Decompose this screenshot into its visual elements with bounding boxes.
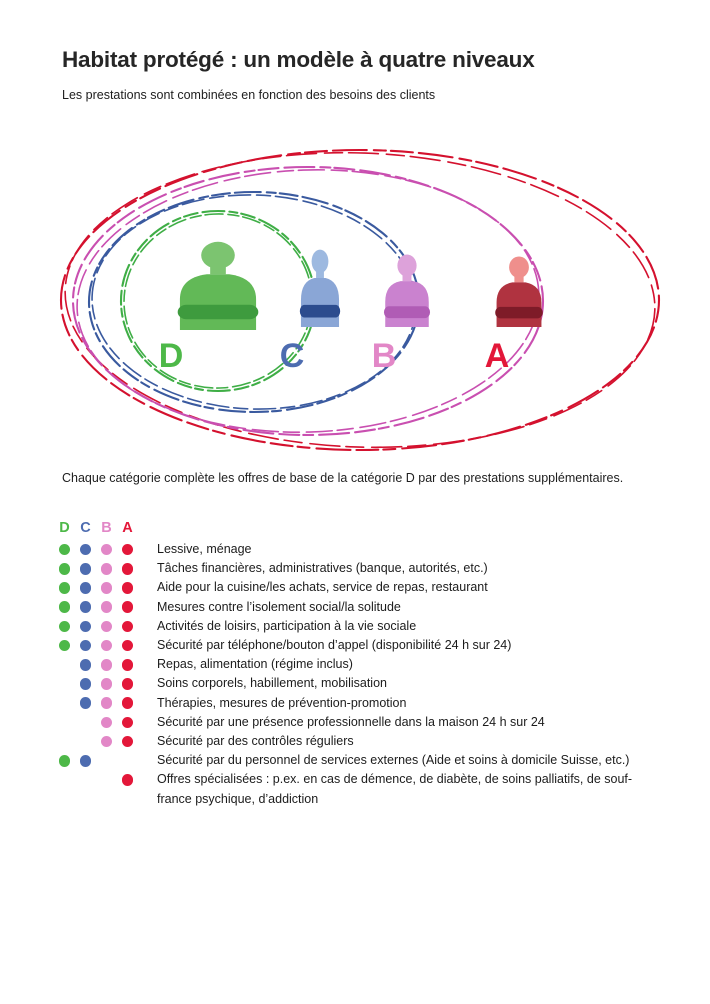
legend-text-line: Lessive, ménage — [157, 542, 252, 556]
portrait-crossed-arms — [300, 305, 340, 318]
portrait-crossed-arms — [384, 306, 430, 318]
level-dot-a — [122, 544, 134, 556]
level-dot-a — [122, 582, 134, 594]
level-dot-b — [101, 678, 113, 690]
legend-row — [54, 598, 632, 617]
portrait-torso — [301, 278, 339, 327]
dot-cell-c — [75, 694, 96, 713]
dot-cell-c — [75, 636, 96, 655]
bridge-text: Chaque catégorie complète les offres de base de la catégorie D par des prestations supplémentaires. — [62, 471, 624, 485]
page-title: Habitat protégé : un modèle à quatre niveaux — [62, 47, 535, 72]
dot-cell-c — [75, 559, 96, 578]
person-d-photo — [178, 242, 259, 330]
level-dot-c — [80, 755, 92, 767]
level-dot-c — [80, 601, 92, 613]
legend-text-line: Aide pour la cuisine/les achats, service de repas, restaurant — [157, 580, 488, 595]
level-dot-a — [122, 678, 134, 690]
legend-text-line: Sécurité par des contrôles réguliers — [157, 734, 354, 749]
level-dot-b — [101, 640, 113, 652]
legend-text-line: Sécurité par du personnel de services externes (Aide et soins à domicile Suisse, etc.) — [157, 753, 630, 768]
legend-row — [54, 694, 632, 713]
diagram-letter-b: B — [371, 337, 397, 375]
dot-cell-d — [54, 559, 75, 578]
diagram-letter-d: D — [158, 337, 184, 375]
dot-cell-b — [96, 559, 117, 578]
levels-diagram-svg — [0, 148, 710, 456]
portrait-neck — [403, 274, 412, 281]
legend-row — [54, 770, 632, 808]
legend-row — [54, 578, 632, 597]
level-dot-d — [59, 601, 71, 613]
level-dot-a — [122, 601, 134, 613]
dot-cell-a — [117, 636, 138, 655]
dot-cell-empty — [54, 694, 75, 713]
level-dot-c — [80, 544, 92, 556]
level-dot-d — [59, 621, 71, 633]
four-level-diagram — [0, 148, 710, 456]
portrait-torso — [180, 274, 256, 330]
legend-row-text — [157, 674, 387, 693]
dot-cell-d — [54, 751, 75, 770]
legend-row-text — [157, 617, 416, 636]
dot-cell-c — [75, 617, 96, 636]
dot-cell-empty — [117, 751, 138, 770]
portrait-crossed-arms — [495, 307, 543, 319]
dot-cell-c — [75, 655, 96, 674]
level-dot-a — [122, 774, 134, 786]
legend-row — [54, 559, 632, 578]
legend-text-line: france psychique, d’addiction — [157, 791, 319, 806]
level-dot-a — [122, 640, 134, 652]
legend-row-text — [157, 559, 488, 578]
service-matrix — [54, 519, 632, 809]
level-dot-c — [80, 582, 92, 594]
level-dot-c — [80, 659, 92, 671]
dot-cell-b — [96, 540, 117, 559]
level-dot-d — [59, 640, 71, 652]
legend-row-text — [157, 655, 353, 674]
legend-column-letter-b: B — [101, 520, 112, 536]
dot-cell-a — [117, 732, 138, 751]
level-dot-b — [101, 563, 113, 575]
dot-cell-b — [96, 732, 117, 751]
level-dot-a — [122, 736, 134, 748]
portrait-torso — [385, 281, 429, 327]
dot-cell-empty — [75, 732, 96, 751]
legend-column-letter-a: A — [122, 520, 133, 536]
legend-row — [54, 540, 632, 559]
legend-row — [54, 674, 632, 693]
legend-row — [54, 713, 632, 732]
portrait-torso — [497, 282, 542, 327]
dot-cell-empty — [54, 674, 75, 693]
level-dot-b — [101, 601, 113, 613]
legend-row-text — [157, 598, 401, 617]
legend-row — [54, 617, 632, 636]
level-dot-b — [101, 736, 113, 748]
level-dot-c — [80, 678, 92, 690]
legend-text-line: Thérapies, mesures de prévention-promotion — [157, 695, 407, 710]
dot-cell-a — [117, 770, 138, 789]
legend-text-line: Sécurité par une présence professionnelle dans la maison 24 h sur 24 — [157, 714, 545, 729]
legend-text-line: Repas, alimentation (régime inclus) — [157, 657, 353, 672]
level-dot-a — [122, 717, 134, 729]
level-dot-d — [59, 582, 71, 594]
legend-row-text — [157, 732, 354, 751]
diagram-letter-c: C — [279, 337, 305, 375]
person-b-photo — [384, 254, 430, 327]
dot-cell-b — [96, 598, 117, 617]
dot-cell-b — [96, 674, 117, 693]
dot-cell-empty — [96, 751, 117, 770]
legend-row — [54, 636, 632, 655]
dot-cell-b — [96, 655, 117, 674]
level-dot-b — [101, 717, 113, 729]
dot-cell-empty — [96, 770, 117, 789]
level-dot-b — [101, 582, 113, 594]
page-subtitle: Les prestations sont combinées en fonction des besoins des clients — [62, 88, 436, 102]
level-dot-b — [101, 621, 113, 633]
dot-cell-a — [117, 540, 138, 559]
legend-text-line: Activités de loisirs, participation à la vie sociale — [157, 618, 417, 633]
level-dot-c — [80, 640, 92, 652]
level-dot-c — [80, 697, 92, 709]
level-dot-b — [101, 544, 113, 556]
legend-column-letter-c: C — [80, 520, 91, 536]
level-dot-b — [101, 659, 113, 671]
dot-cell-empty — [54, 770, 75, 789]
dot-cell-b — [96, 636, 117, 655]
dot-cell-c — [75, 578, 96, 597]
portrait-head — [397, 254, 416, 276]
level-dot-a — [122, 697, 134, 709]
dot-cell-a — [117, 559, 138, 578]
dot-cell-d — [54, 540, 75, 559]
dot-cell-b — [96, 578, 117, 597]
dot-cell-c — [75, 540, 96, 559]
dot-cell-a — [117, 674, 138, 693]
legend-text-line: Mesures contre l’isolement social/la solitude — [157, 599, 401, 614]
legend-text-line: Soins corporels, habillement, mobilisation — [157, 676, 387, 691]
legend-header — [54, 519, 632, 538]
dot-cell-a — [117, 578, 138, 597]
level-dot-d — [59, 755, 71, 767]
legend-row-text — [157, 636, 511, 655]
level-dot-a — [122, 621, 134, 633]
legend-row-text — [157, 694, 406, 713]
dot-cell-b — [96, 713, 117, 732]
dot-cell-empty — [75, 770, 96, 789]
dot-cell-empty — [54, 655, 75, 674]
dot-cell-c — [75, 751, 96, 770]
portrait-head — [312, 250, 329, 274]
dot-cell-b — [96, 617, 117, 636]
level-dot-d — [59, 544, 71, 556]
dot-cell-empty — [54, 732, 75, 751]
dot-cell-d — [54, 617, 75, 636]
dot-cell-empty — [54, 713, 75, 732]
legend-row-text — [157, 713, 545, 732]
portrait-neck — [316, 270, 324, 278]
dot-cell-a — [117, 598, 138, 617]
legend-text-line: Tâches financières, administratives (banque, autorités, etc.) — [157, 561, 488, 576]
legend-text-line: Offres spécialisées : p.ex. en cas de démence, de diabète, de soins palliatifs, de souf- — [157, 772, 633, 787]
diagram-letter-a: A — [484, 337, 510, 375]
dot-cell-b — [96, 694, 117, 713]
level-dot-b — [101, 697, 113, 709]
portrait-neck — [210, 265, 226, 274]
dot-cell-d — [54, 598, 75, 617]
dot-cell-c — [75, 598, 96, 617]
dot-cell-empty — [75, 713, 96, 732]
level-dot-a — [122, 659, 134, 671]
dot-cell-a — [117, 694, 138, 713]
dot-cell-c — [75, 674, 96, 693]
legend-rows — [54, 540, 632, 809]
dot-cell-a — [117, 617, 138, 636]
legend-row — [54, 751, 632, 770]
legend-row — [54, 732, 632, 751]
legend-text-line: Sécurité par téléphone/bouton d’appel (disponibilité 24 h sur 24) — [157, 638, 512, 653]
portrait-neck — [514, 275, 523, 282]
legend-row — [54, 655, 632, 674]
dot-cell-d — [54, 636, 75, 655]
dot-cell-a — [117, 655, 138, 674]
portrait-head — [509, 256, 529, 278]
level-dot-c — [80, 563, 92, 575]
legend-row-text — [157, 770, 632, 808]
legend-row-text — [157, 540, 252, 559]
legend-column-letter-d: D — [59, 520, 70, 536]
portrait-crossed-arms — [178, 305, 259, 319]
portrait-head — [201, 242, 235, 269]
legend-row-text — [157, 578, 488, 597]
level-dot-c — [80, 621, 92, 633]
level-dot-d — [59, 563, 71, 575]
level-dot-a — [122, 563, 134, 575]
dot-cell-a — [117, 713, 138, 732]
ring-a — [61, 150, 659, 450]
dot-cell-d — [54, 578, 75, 597]
legend-row-text — [157, 751, 629, 770]
